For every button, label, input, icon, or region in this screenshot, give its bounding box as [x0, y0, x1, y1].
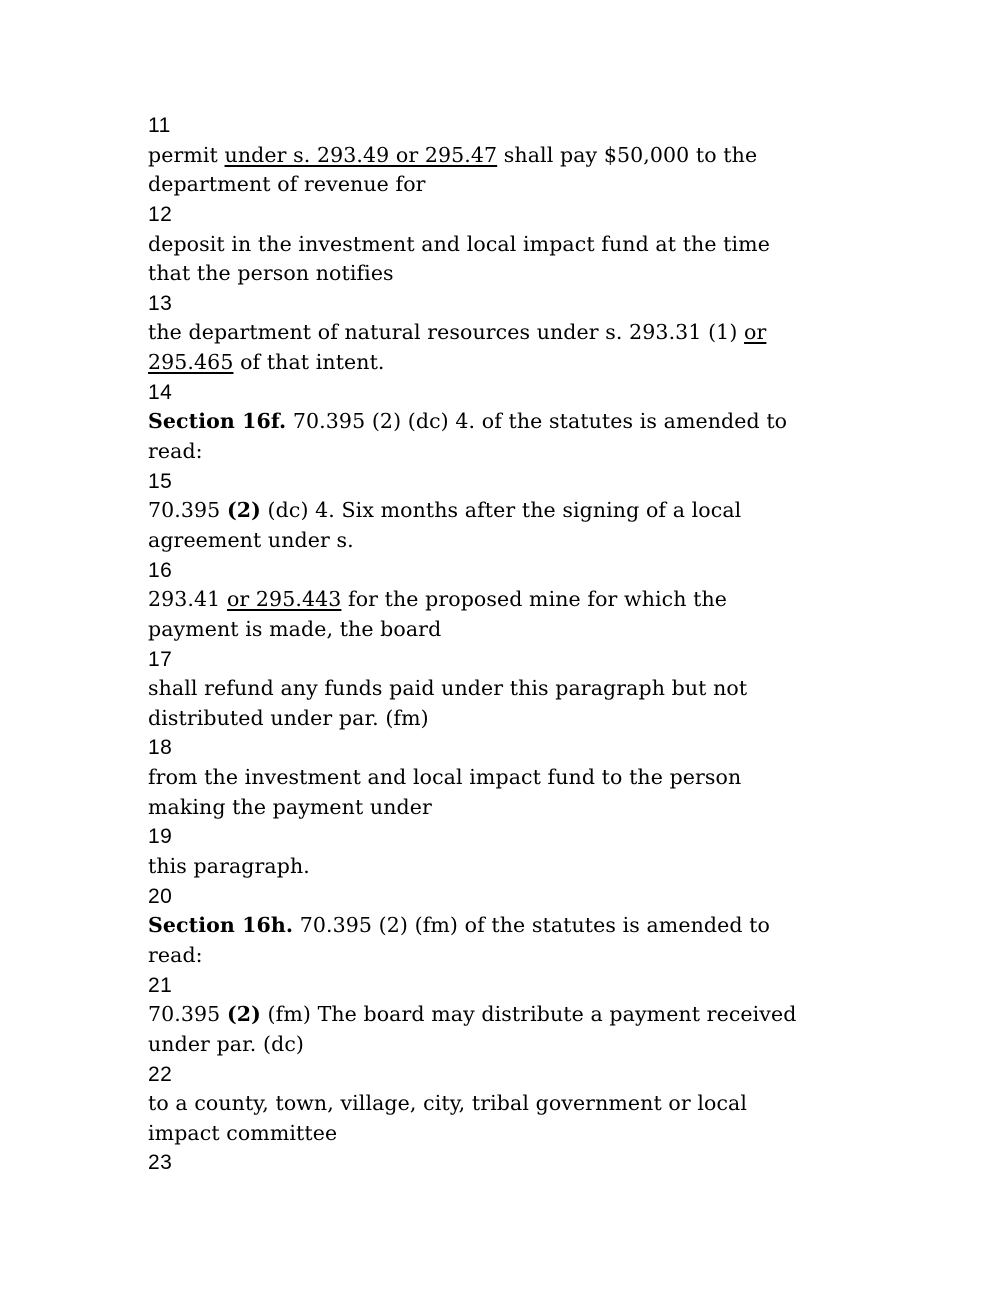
text-segment: (2) — [226, 498, 261, 523]
line-number: 17 — [148, 647, 173, 671]
text-line — [148, 526, 878, 556]
text-segment: department of revenue for — [148, 172, 426, 197]
text-segment: the department of natural resources under s. 293.31 (1) — [148, 320, 745, 345]
line-number: 21 — [148, 973, 173, 997]
text-line — [148, 674, 878, 704]
text-line — [148, 911, 878, 941]
text-segment: agreement under s. — [148, 527, 354, 552]
text-segment: (fm) The board may distribute a payment received — [260, 1002, 797, 1027]
line-number: 23 — [148, 1151, 173, 1175]
text-segment: for the proposed mine for which the — [341, 587, 728, 612]
text-line — [148, 318, 878, 348]
text-line — [148, 941, 878, 971]
text-segment: 295.465 — [148, 350, 234, 375]
text-segment: under s. 293.49 or 295.47 — [224, 142, 498, 167]
text-segment: shall pay $50,000 to the — [497, 142, 758, 167]
text-segment: 70.395 — [148, 1002, 227, 1027]
line-number: 11 — [148, 114, 171, 137]
text-segment: (2) — [226, 1002, 261, 1027]
text-line — [148, 348, 878, 378]
line-number: 16 — [148, 558, 173, 582]
text-segment: 70.395 (2) (fm) of the statutes is amended to — [293, 913, 770, 938]
text-line — [148, 852, 878, 882]
text-segment: Section 16f. — [148, 409, 287, 434]
line-number: 20 — [148, 884, 173, 908]
text-segment: impact committee — [148, 1120, 338, 1145]
text-line — [148, 1030, 878, 1060]
text-segment: 293.41 — [148, 587, 227, 612]
text-line — [148, 763, 878, 793]
text-line — [148, 1089, 878, 1119]
line-number: 14 — [148, 380, 173, 404]
text-segment: 70.395 (2) (dc) 4. of the statutes is amended to — [286, 409, 788, 434]
line-number: 19 — [148, 825, 173, 849]
text-line — [148, 259, 878, 289]
text-line — [148, 437, 878, 467]
text-line — [148, 496, 878, 526]
text-segment: read: — [148, 942, 203, 967]
text-line — [148, 230, 878, 260]
text-line — [148, 141, 878, 171]
line-number: 15 — [148, 469, 173, 493]
text-segment: (dc) 4. Six months after the signing of a local — [260, 498, 742, 523]
text-segment: distributed under par. (fm) — [148, 705, 429, 730]
text-segment: payment is made, the board — [148, 616, 442, 641]
line-number: 22 — [148, 1062, 173, 1086]
text-segment: of that intent. — [233, 350, 385, 375]
text-segment: or — [744, 320, 767, 345]
text-segment: permit — [148, 142, 225, 167]
text-line — [148, 615, 878, 645]
line-number: 13 — [148, 291, 173, 315]
line-number: 18 — [148, 736, 173, 760]
text-line — [148, 1119, 878, 1149]
text-segment: this paragraph. — [148, 854, 310, 879]
text-line — [148, 585, 878, 615]
line-number: 12 — [148, 202, 173, 226]
text-line — [148, 407, 878, 437]
text-segment: or 295.443 — [226, 587, 342, 612]
text-line — [148, 1000, 878, 1030]
text-line — [148, 170, 878, 200]
text-segment: shall refund any funds paid under this paragraph but not — [148, 676, 748, 701]
text-segment: from the investment and local impact fund to the person — [148, 765, 742, 790]
text-segment: making the payment under — [148, 794, 432, 819]
text-segment: 70.395 — [148, 498, 227, 523]
text-segment: read: — [148, 439, 203, 464]
text-segment: under par. (dc) — [148, 1031, 305, 1056]
text-segment: to a county, town, village, city, tribal government or local — [148, 1091, 748, 1116]
text-segment: Section 16h. — [148, 913, 294, 938]
document-text-block — [148, 111, 878, 1178]
text-segment: that the person notifies — [148, 261, 394, 286]
text-line — [148, 793, 878, 823]
text-segment: deposit in the investment and local impact fund at the time — [148, 231, 770, 256]
text-line — [148, 704, 878, 734]
